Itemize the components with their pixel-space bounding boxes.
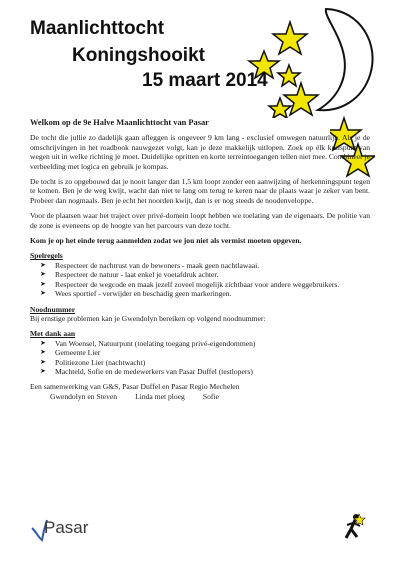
title-line-2: Koningshooikt (72, 45, 205, 66)
star-icon (278, 65, 300, 86)
arrow-bullet-icon: ➤ (40, 348, 46, 357)
hiker-icon (340, 512, 366, 540)
list-item: ➤ Respecteer de natuur - laat enkel je voetafdruk achter. (40, 270, 219, 280)
list-item: ➤ Respecteer de wegcode en maak jezelf zoveel mogelijk zichtbaar voor andere weggebruikers. (40, 279, 340, 289)
pasar-logo: Pasar (44, 518, 89, 537)
arrow-bullet-icon: ➤ (40, 338, 46, 347)
roadbook-content (30, 118, 370, 401)
list-item: ➤ Gemeente Lier (40, 348, 101, 358)
rules-heading: Spelregels (30, 251, 63, 261)
arrow-bullet-icon: ➤ (40, 260, 46, 269)
thanks-heading: Met dank aan (30, 329, 76, 339)
emergency-heading: Noodnummer (30, 304, 76, 314)
list-item: ➤ Van Woensel, Natuurpunt (toelating toegang privé-eigendommen) (40, 338, 256, 348)
checkout-notice: Kom je op het einde terug aanmelden zodat we jou niet als vermist moeten opgeven. (30, 236, 302, 246)
title-block (0, 0, 400, 118)
arrow-bullet-icon: ➤ (40, 289, 46, 298)
list-item: ➤ Politiezone Lier (nachtwacht) (40, 357, 146, 367)
route-paragraph: De tocht is zo opgebouwd dat je nooit langer dan 1,5 km loopt zonder een aanwijzing of herkenningspunt tegen te komen. Ben je de weg kwijt, wacht dan niet te lang om terug te keren naar de plaats waar je zeker van bent. Probeer dan nogmaals. Ben je echt het noorden kwijt, dan is er nog steeds de noodenveloppe. (30, 177, 370, 205)
title-date: 15 maart 2014 (142, 70, 268, 91)
organizer-names (30, 392, 370, 401)
star-icon (273, 22, 307, 54)
welcome-heading: Welkom op de 9e Halve Maanlichttocht van Pasar (30, 118, 209, 127)
star-icon (269, 98, 291, 118)
thanks-list (30, 339, 370, 377)
list-item: ➤ Respecteer de nachtrust van de bewoners - maak geen nachtlawaai. (40, 260, 260, 270)
list-item: ➤ Wees sportief - verwijder en beschadig geen markeringen. (40, 289, 232, 299)
collab-text: Een samenwerking van G&S, Pasar Duffel en Pasar Regio Mechelen (30, 382, 240, 392)
rules-list (30, 261, 370, 299)
organizer-name: Linda met ploeg (135, 391, 185, 401)
organizer-name: Gwendolyn en Steven (50, 391, 118, 401)
organizer-name: Sofie (202, 391, 219, 401)
emergency-text: Bij ernstige problemen kan je Gwendolyn bereiken op volgend noodnummer: (30, 313, 266, 323)
list-item: ➤ Machteld, Sofie en de medewerkers van Pasar Duffel (testlopers) (40, 366, 253, 376)
moon-icon (318, 9, 373, 110)
star-icon (284, 83, 318, 115)
intro-paragraph: De tocht die jullie zo dadelijk gaan afleggen is ongeveer 9 km lang - exclusief omwegen natuurlijk. Als je de omschrijvingen in het roadbook nauwgezet volgt, kan je deze makkelijk uitlopen. Zoek op élk kruispunt van wegen uit in welke richting je moet. Duidelijke opritten en korte terreintoegangen tellen niet mee. Combineer je verbeelding met logica en gebruik je kompas. (30, 133, 370, 171)
arrow-bullet-icon: ➤ (40, 270, 46, 279)
title-line-1: Maanlichttocht (30, 18, 165, 39)
arrow-bullet-icon: ➤ (40, 279, 46, 288)
permission-paragraph: Voor de plaatsen waar het traject over privé-domein loopt hebben we toelating van de eigenaars. De politie van de zone is eveneens op de hoogte van het parcours van deze tocht. (30, 211, 370, 230)
arrow-bullet-icon: ➤ (40, 366, 46, 375)
arrow-bullet-icon: ➤ (40, 357, 46, 366)
